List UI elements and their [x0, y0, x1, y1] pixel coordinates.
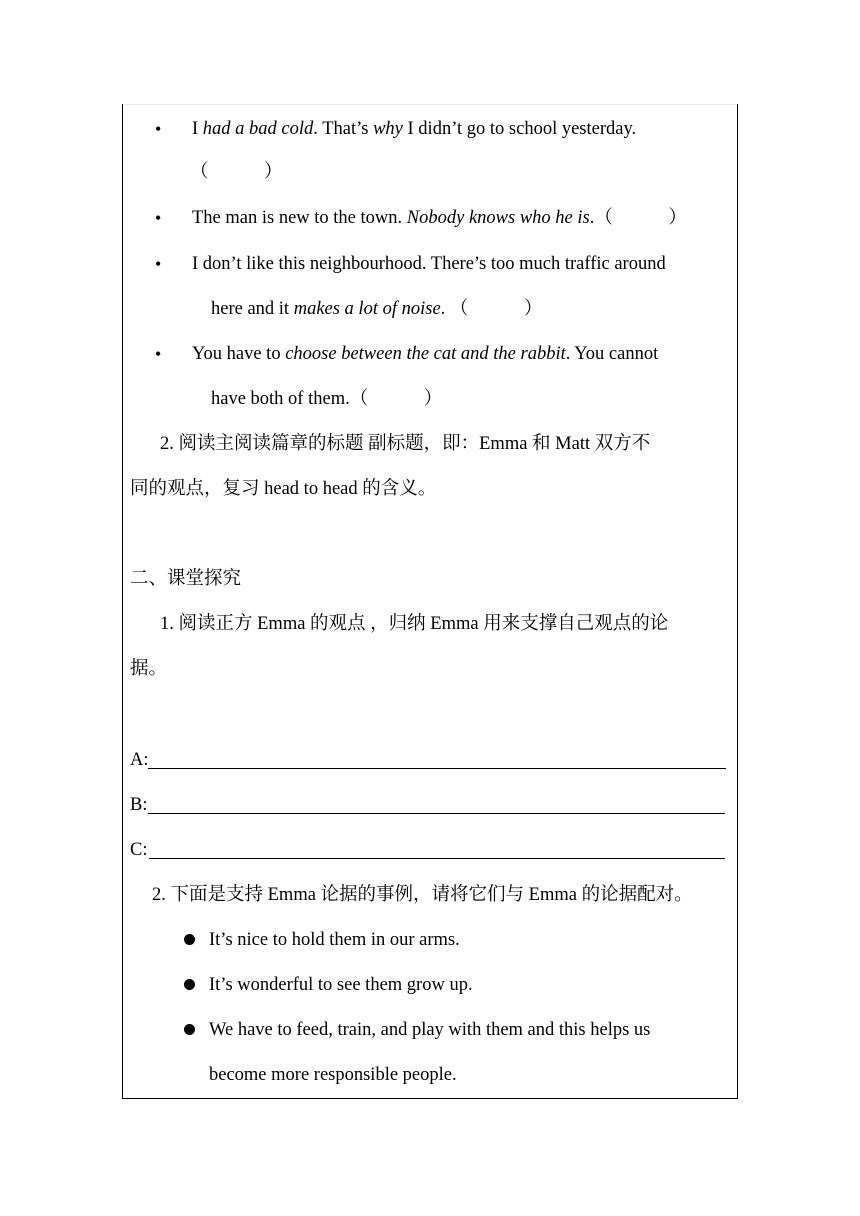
sentence-2: The man is new to the town. Nobody knows who he is.（ ） [192, 208, 687, 228]
question-2: 2. 下面是支持 Emma 论据的事例，请将它们与 Emma 的论据配对。 [152, 885, 693, 905]
bullet-dot-icon [184, 979, 195, 990]
bullet-marker: • [155, 254, 162, 274]
blank-label-a: A: [130, 750, 149, 770]
sentence-3-line-2: here and it makes a lot of noise. （ ） [211, 299, 543, 319]
example-3-line-1: We have to feed, train, and play with them and this helps us [209, 1020, 651, 1040]
answer-blank-a[interactable] [148, 768, 726, 769]
bullet-dot-icon [184, 934, 195, 945]
example-1: It’s nice to hold them in our arms. [209, 930, 460, 950]
bullet-marker: • [155, 119, 162, 139]
blank-label-b: B: [130, 795, 148, 815]
sentence-4-line-2: have both of them.（ ） [211, 389, 443, 409]
question-1-line-1: 1. 阅读正方 Emma 的观点 ，归纳 Emma 用来支撑自己观点的论 [160, 614, 669, 634]
sentence-4-line-1: You have to choose between the cat and the rabbit. You cannot [192, 344, 659, 364]
blank-label-c: C: [130, 840, 148, 860]
bullet-marker: • [155, 344, 162, 364]
task-2-line-2: 同的观点，复习 head to head 的含义。 [130, 479, 437, 499]
example-3-line-2: become more responsible people. [209, 1065, 457, 1085]
sentence-3-line-1: I don’t like this neighbourhood. There’s too much traffic around [192, 254, 666, 274]
sentence-1: I had a bad cold. That’s why I didn’t go to school yesterday. [192, 119, 637, 139]
bullet-marker: • [155, 208, 162, 228]
answer-blank-b[interactable] [148, 813, 725, 814]
example-2: It’s wonderful to see them grow up. [209, 975, 473, 995]
question-1-line-2: 据。 [130, 659, 168, 679]
bullet-dot-icon [184, 1024, 195, 1035]
section-2-title: 二、课堂探究 [130, 569, 242, 589]
answer-blank-c[interactable] [149, 858, 725, 859]
task-2-line-1: 2. 阅读主阅读篇章的标题 副标题，即：Emma 和 Matt 双方不 [160, 434, 651, 454]
answer-paren: （ ） [190, 162, 283, 182]
